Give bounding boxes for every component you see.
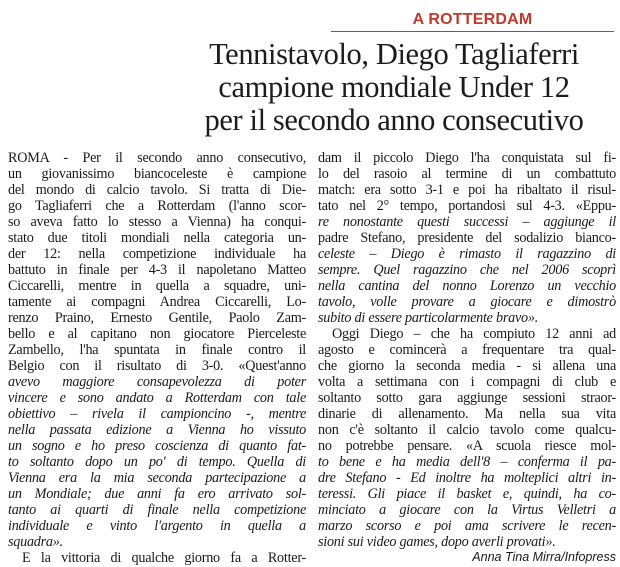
- text-line: minciato a giocare con la Virtus Velletri a: [318, 502, 616, 518]
- text-line: nella passata edizione a Vienna ho vissuto: [8, 422, 306, 438]
- text-line: volta a settimana con i compagni di club e: [318, 374, 616, 390]
- text-line: tavolo, volle provare a giocare e dimostrò: [318, 294, 616, 310]
- text-line: Ciccarelli, mentre in quella a squadre, uni-: [8, 278, 306, 294]
- article-byline: Anna Tina Mirra/Infopress: [472, 550, 616, 564]
- text-line: match: era sotto 3-1 e poi ha ribaltato il risul-: [318, 182, 616, 198]
- text-line: nella cantina del nonno Lorenzo un vecchio: [318, 278, 616, 294]
- text-line: obiettivo – rivela il campioncino -, mentre: [8, 406, 306, 422]
- text-line: dam il piccolo Diego l'ha conquistata sul fi-: [318, 150, 616, 166]
- text-line: lo del rasoio al termine di un combattuto: [318, 166, 616, 182]
- text-line: tato nel 2° tempo, portandosi sul 4-3. «Eppu-: [318, 198, 616, 214]
- text-line: squadra».: [8, 534, 63, 550]
- text-line: re nonostante questi successi – aggiunge il: [318, 214, 616, 230]
- text-line: ROMA - Per il secondo anno consecutivo,: [8, 150, 306, 166]
- text-line: to soltanto dopo un po' di tempo. Quella di: [8, 454, 306, 470]
- section-kicker: A ROTTERDAM: [412, 11, 533, 28]
- text-line: non c'è soltanto il calcio tavolo come qualcu-: [318, 422, 616, 438]
- text-line: Oggi Diego – che ha compiuto 12 anni ad: [332, 326, 616, 342]
- text-line: E la vittoria di qualche giorno fa a Rotter-: [22, 550, 306, 566]
- text-line: un giovanissimo biancoceleste è campione: [8, 166, 306, 182]
- text-line: tanto ai quarti di finale nella competizione: [8, 502, 306, 518]
- text-line: no potrebbe pensare. «A scuola riesce mol-: [318, 438, 616, 454]
- text-line: der 12: nella competizione individuale ha: [8, 246, 306, 262]
- text-line: soltanto sotto gara aggiunge sessioni straor-: [318, 390, 616, 406]
- text-line: so aveva fatto lo stesso a Vienna) ha conqui-: [8, 214, 306, 230]
- text-line: battuto in finale per 4-3 il napoletano Matteo: [8, 262, 306, 278]
- text-line: bello e al capitano non giocatore Pierceleste: [8, 326, 306, 342]
- text-line: che giorno la seconda media - si allena una: [318, 358, 616, 374]
- text-line: Belgio con il risultato di 3-0. «Quest'anno: [8, 358, 306, 374]
- text-line: to bene e ha media dell'8 – conferma il pa-: [318, 454, 616, 470]
- text-line: stato due titoli mondiali nella categoria un-: [8, 230, 306, 246]
- text-line: teressi. Gli piace il basket e, quindi, ha co-: [318, 486, 616, 502]
- body-column-right: [318, 150, 616, 550]
- text-line: go Tagliaferri che a Rotterdam (l'anno scor-: [8, 198, 306, 214]
- text-line: un Mondiale; due anni fa ero arrivato sol-: [8, 486, 306, 502]
- text-line: avevo maggiore consapevolezza di poter: [8, 374, 306, 390]
- text-line: sempre. Quel ragazzino che nel 2006 scoprì: [318, 262, 616, 278]
- text-line: marzo scorso e poi ama scrivere le recen-: [318, 518, 616, 534]
- text-line: del mondo di calcio tavolo. Si tratta di Die-: [8, 182, 306, 198]
- text-line: Zambello, l'ha spuntata in finale contro il: [8, 342, 306, 358]
- article-headline: [180, 38, 608, 137]
- text-line: padre Stefano, presidente del sodalizio bianco-: [318, 230, 616, 246]
- text-line: un sogno e ho preso coscienza di quanto fat-: [8, 438, 306, 454]
- text-line: vincere e sono andato a Rotterdam con tale: [8, 390, 306, 406]
- text-line: individuale e vinto l'argento in quella a: [8, 518, 306, 534]
- headline-line-3: per il secondo anno consecutivo: [204, 103, 584, 137]
- text-line: dre Stefano - Ed inoltre ha molteplici altri in-: [318, 470, 616, 486]
- headline-line-1: Tennistavolo, Diego Tagliaferri: [209, 37, 579, 71]
- kicker-bar: [331, 10, 614, 32]
- text-line: subito di essere particolarmente bravo».: [318, 310, 538, 326]
- text-line: Vienna era la mia seconda partecipazione a: [8, 470, 306, 486]
- text-line: dinarie di allenamento. Ma nella sua vita: [318, 406, 616, 422]
- text-line: agosto e comincerà a frequentare tra qual-: [318, 342, 616, 358]
- text-line: celeste – Diego è rimasto il ragazzino di: [318, 246, 616, 262]
- text-line: renzo Praino, Ernesto Gentile, Paolo Zam-: [8, 310, 306, 326]
- body-column-left: [8, 150, 306, 566]
- headline-line-2: campione mondiale Under 12: [218, 70, 570, 104]
- text-line: sioni sui video games, dopo averli provati».: [318, 534, 556, 550]
- text-line: tamente ai compagni Andrea Ciccarelli, Lo-: [8, 294, 306, 310]
